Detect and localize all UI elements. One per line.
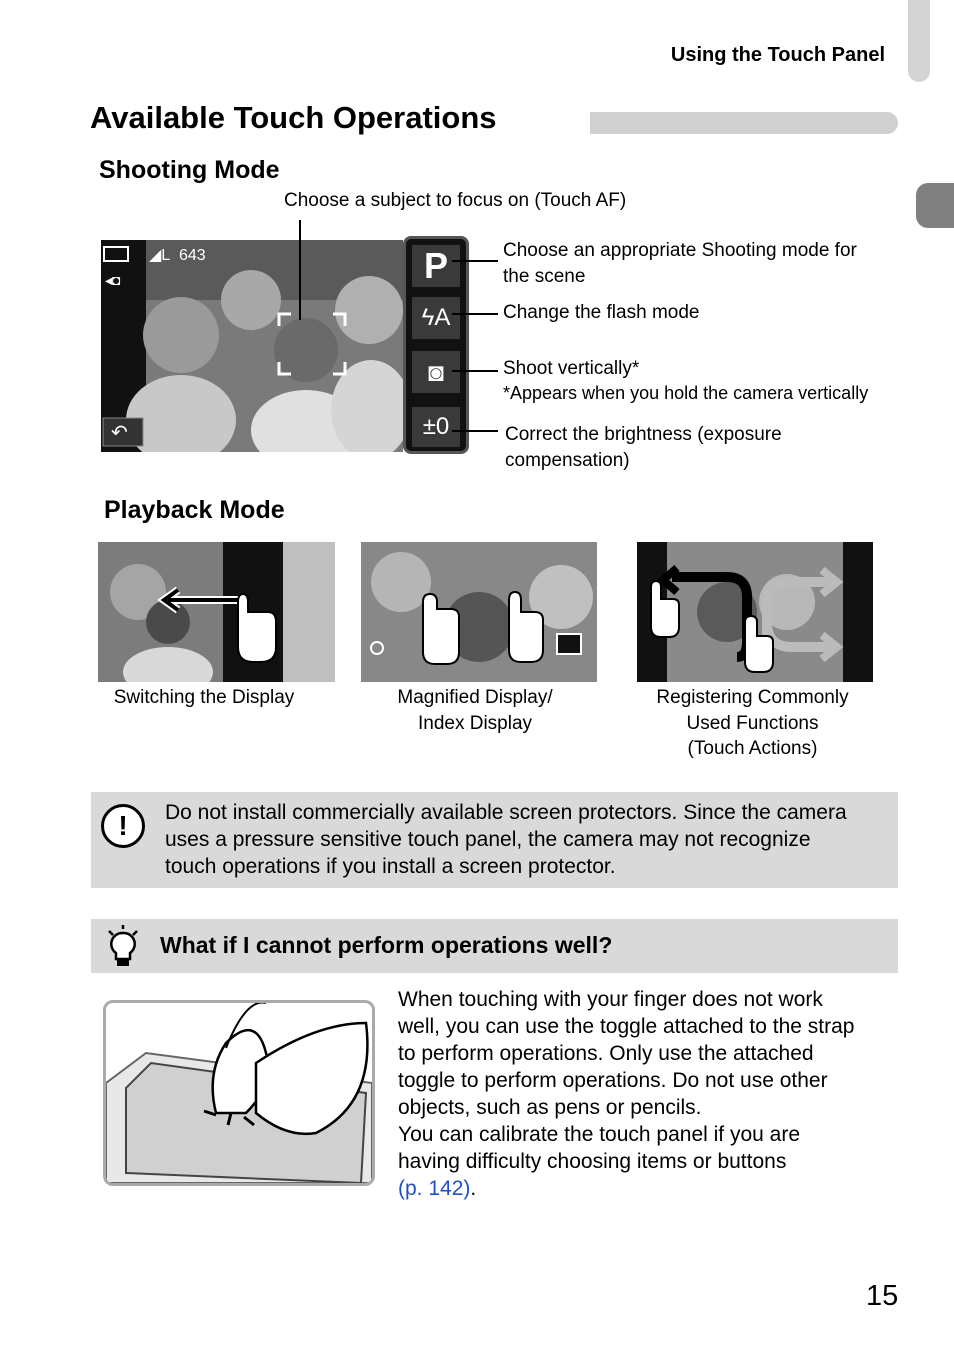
lightbulb-icon — [104, 925, 142, 969]
caption-line: Registering Commonly — [656, 687, 849, 708]
link-suffix: . — [470, 1177, 477, 1200]
hint-link-line — [398, 1175, 898, 1202]
flash-icon: ϟA — [421, 304, 451, 331]
touch-af-pointer — [299, 220, 301, 320]
caption-magnify — [361, 685, 589, 736]
section-title: Available Touch Operations — [90, 100, 497, 135]
caption-line: Magnified Display/ — [397, 687, 553, 708]
svg-text:◢L: ◢L — [149, 247, 171, 264]
playback-image-switching — [98, 542, 335, 682]
shooting-photo — [101, 240, 403, 452]
page-reference-link[interactable]: (p. 142) — [398, 1177, 471, 1200]
vertical-shooting-button[interactable] — [412, 351, 460, 393]
exposure-button[interactable]: ±0 — [412, 407, 460, 447]
caution-icon: ! — [101, 804, 145, 848]
hint-line: having difficulty choosing items or buttons — [398, 1150, 787, 1173]
callout-shooting-mode-2: the scene — [503, 266, 586, 287]
caption-line: Index Display — [417, 712, 533, 734]
shooting-screen — [101, 240, 403, 452]
caution-line: touch operations if you install a screen protector. — [165, 855, 616, 878]
caution-line: uses a pressure sensitive touch panel, the camera may not recognize — [165, 828, 811, 851]
svg-text:643: 643 — [179, 247, 206, 264]
callout-vertical: Shoot vertically* — [503, 358, 640, 379]
playback-image-magnify — [361, 542, 597, 682]
hint-body — [398, 986, 898, 1202]
hint-line: to perform operations. Only use the attached — [398, 1042, 814, 1065]
page-number: 15 — [866, 1280, 899, 1312]
shooting-mode-heading: Shooting Mode — [99, 156, 280, 184]
caption-switching — [98, 685, 310, 711]
flash-mode-button[interactable] — [412, 297, 460, 339]
callout-brightness-1: Correct the brightness (exposure — [505, 424, 782, 445]
caution-text — [165, 799, 890, 880]
callout-touch-af: Choose a subject to focus on (Touch AF) — [284, 190, 627, 211]
caption-touch-actions — [637, 685, 868, 762]
callout-line — [452, 430, 498, 432]
caution-line: Do not install commercially available screen protectors. Since the camera — [165, 801, 847, 824]
running-header: Using the Touch Panel — [670, 44, 885, 66]
toggle-illustration — [103, 1000, 375, 1186]
hint-title: What if I cannot perform operations well? — [160, 932, 613, 958]
chapter-tab — [916, 183, 954, 228]
program-mode-button[interactable]: P — [412, 245, 460, 287]
shooting-icon-panel — [403, 236, 469, 454]
side-tab — [908, 0, 930, 82]
svg-text:↶: ↶ — [111, 422, 128, 444]
camera-icon: ◙ — [428, 357, 444, 387]
caption-line: (Touch Actions) — [687, 738, 818, 759]
playback-image-touch-actions — [637, 542, 873, 682]
playback-mode-heading: Playback Mode — [104, 496, 285, 524]
callout-line — [452, 313, 498, 315]
callout-flash: Change the flash mode — [503, 302, 700, 323]
hint-line: toggle to perform operations. Do not use other — [398, 1069, 828, 1092]
callout-line — [452, 370, 498, 372]
callout-line — [452, 260, 498, 262]
callout-shooting-mode-1: Choose an appropriate Shooting mode for — [503, 240, 857, 261]
hint-line: You can calibrate the touch panel if you are — [398, 1123, 801, 1146]
hint-line: When touching with your finger does not work — [398, 988, 823, 1011]
callout-vertical-note: *Appears when you hold the camera vertically — [503, 383, 869, 403]
hint-line: objects, such as pens or pencils. — [398, 1096, 702, 1119]
caption-line: Switching the Display — [113, 687, 295, 708]
callout-brightness-2: compensation) — [505, 450, 630, 471]
caption-line: Used Functions — [686, 712, 819, 734]
svg-text:◂◘: ◂◘ — [105, 272, 121, 288]
title-bar — [590, 112, 898, 134]
hint-line: well, you can use the toggle attached to the strap — [398, 1015, 855, 1038]
